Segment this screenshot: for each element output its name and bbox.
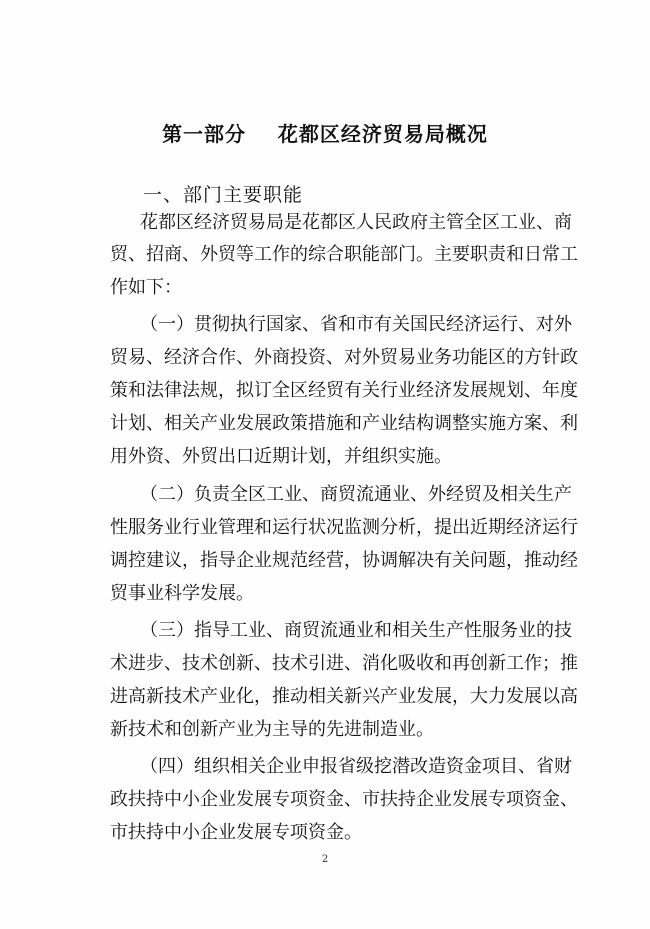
paragraph-line: 政扶持中小企业发展专项资金、市扶持企业发展专项资金、 <box>110 789 578 810</box>
paragraph-line: 花都区经济贸易局是花都区人民政府主管全区工业、商 <box>140 212 572 233</box>
page-title: 第一部分 花都区经济贸易局概况 <box>162 122 488 146</box>
paragraph-line: 市扶持中小企业发展专项资金。 <box>110 822 362 843</box>
paragraph-line: （一）贯彻执行国家、省和市有关国民经济运行、对外 <box>140 314 572 335</box>
section-heading: 一、部门主要职能 <box>143 184 304 206</box>
paragraph-line: 作如下： <box>110 277 182 298</box>
paragraph-line: 调控建议，指导企业规范经营，协调解决有关问题，推动经 <box>110 550 578 571</box>
paragraph-line: （二）负责全区工业、商贸流通业、外经贸及相关生产 <box>140 484 572 505</box>
paragraph-line: 性服务业行业管理和运行状况监测分析，提出近期经济运行 <box>110 517 578 538</box>
paragraph-line: 进高新技术产业化，推动相关新兴产业发展，大力发展以高 <box>110 686 578 707</box>
paragraph-line: 用外资、外贸出口近期计划，并组织实施。 <box>110 446 452 467</box>
paragraph-line: （三）指导工业、商贸流通业和相关生产性服务业的技 <box>140 620 572 641</box>
paragraph-line: 贸、招商、外贸等工作的综合职能部门。主要职责和日常工 <box>110 244 578 265</box>
page-number: 2 <box>321 854 329 865</box>
paragraph-line: 新技术和创新产业为主导的先进制造业。 <box>110 719 434 740</box>
paragraph-line: 策和法律法规，拟订全区经贸有关行业经济发展规划、年度 <box>110 380 578 401</box>
paragraph-line: 术进步、技术创新、技术引进、消化吸收和再创新工作；推 <box>110 653 578 674</box>
paragraph-line: 贸易、经济合作、外商投资、对外贸易业务功能区的方针政 <box>110 347 578 368</box>
paragraph-line: （四）组织相关企业申报省级挖潜改造资金项目、省财 <box>140 756 572 777</box>
paragraph-line: 计划、相关产业发展政策措施和产业结构调整实施方案、利 <box>110 413 578 434</box>
paragraph-line: 贸事业科学发展。 <box>110 583 254 604</box>
